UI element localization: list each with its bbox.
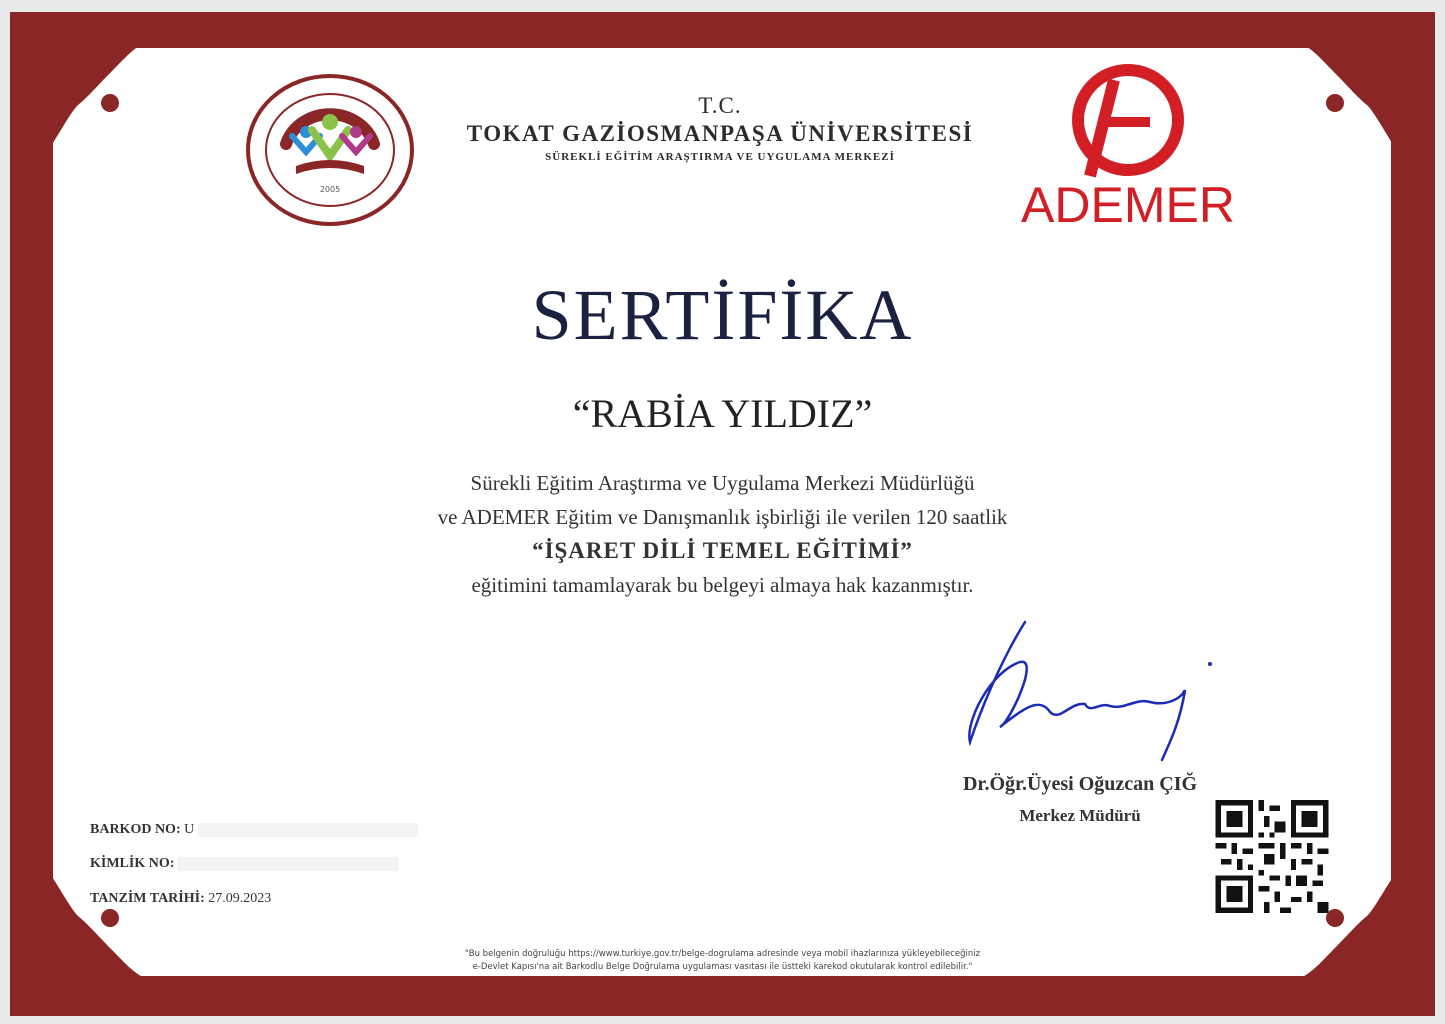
body-line-1: Sürekli Eğitim Araştırma ve Uygulama Merkezi Müdürlüğü [470, 471, 975, 495]
certificate-title: SERTİFİKA [531, 275, 914, 355]
verification-footer [300, 948, 1145, 974]
handwritten-signature [930, 602, 1230, 777]
barcode-label: BARKOD NO: [90, 822, 181, 837]
body-line-2: ve ADEMER Eğitim ve Danışmanlık işbirliği ile verilen 120 saatlik [437, 505, 1008, 529]
id-row [90, 856, 398, 872]
recipient-name: “RABİA YILDIZ” [572, 391, 873, 436]
institution-header [440, 92, 1000, 166]
course-name: “İŞARET DİLİ TEMEL EĞİTİMİ” [532, 538, 913, 563]
barcode-value: U [184, 822, 195, 837]
issue-date-value: 27.09.2023 [208, 891, 272, 906]
body-line-4: eğitimini tamamlayarak bu belgeyi almaya hak kazanmıştır. [471, 573, 974, 597]
university-seal-logo [246, 74, 414, 226]
footer-line-1: "Bu belgenin doğruluğu https://www.turkiye.gov.tr/belge-dogrulama adresinde veya mobil ihazlarınıza yükleyebileceğiniz [464, 949, 981, 959]
ademer-logo-text: ADEMER [1021, 177, 1235, 233]
redacted-id [178, 857, 398, 871]
header-university-name: TOKAT GAZİOSMANPAŞA ÜNİVERSİTESİ [466, 121, 974, 146]
corner-ornament-top-right [1275, 33, 1405, 163]
header-center-name: SÜREKLİ EĞİTİM ARAŞTIRMA VE UYGULAMA MERKEZİ [545, 151, 895, 163]
footer-line-2: e-Devlet Kapısı'na ait Barkodlu Belge Doğrulama uygulaması vasıtası ile üstteki karekod okutularak kontrol edilebilir." [472, 962, 973, 972]
barcode-row [90, 822, 418, 838]
redacted-barcode [198, 823, 418, 837]
ademer-logo [1010, 58, 1250, 238]
corner-ornament-bottom-left [40, 858, 170, 988]
corner-ornament-top-left [40, 33, 170, 163]
header-tc: T.C. [698, 93, 742, 118]
id-label: KİMLİK NO: [90, 856, 175, 871]
issue-date-label: TANZİM TARİHİ: [90, 891, 205, 906]
qr-code [1213, 800, 1331, 913]
signer-role: Merkez Müdürü [1019, 806, 1141, 825]
issue-date-row [90, 891, 271, 907]
signer-name: Dr.Öğr.Üyesi Oğuzcan ÇIĞ [962, 773, 1198, 795]
certificate-text [0, 466, 1445, 602]
seal-year: 2005 [319, 185, 341, 194]
